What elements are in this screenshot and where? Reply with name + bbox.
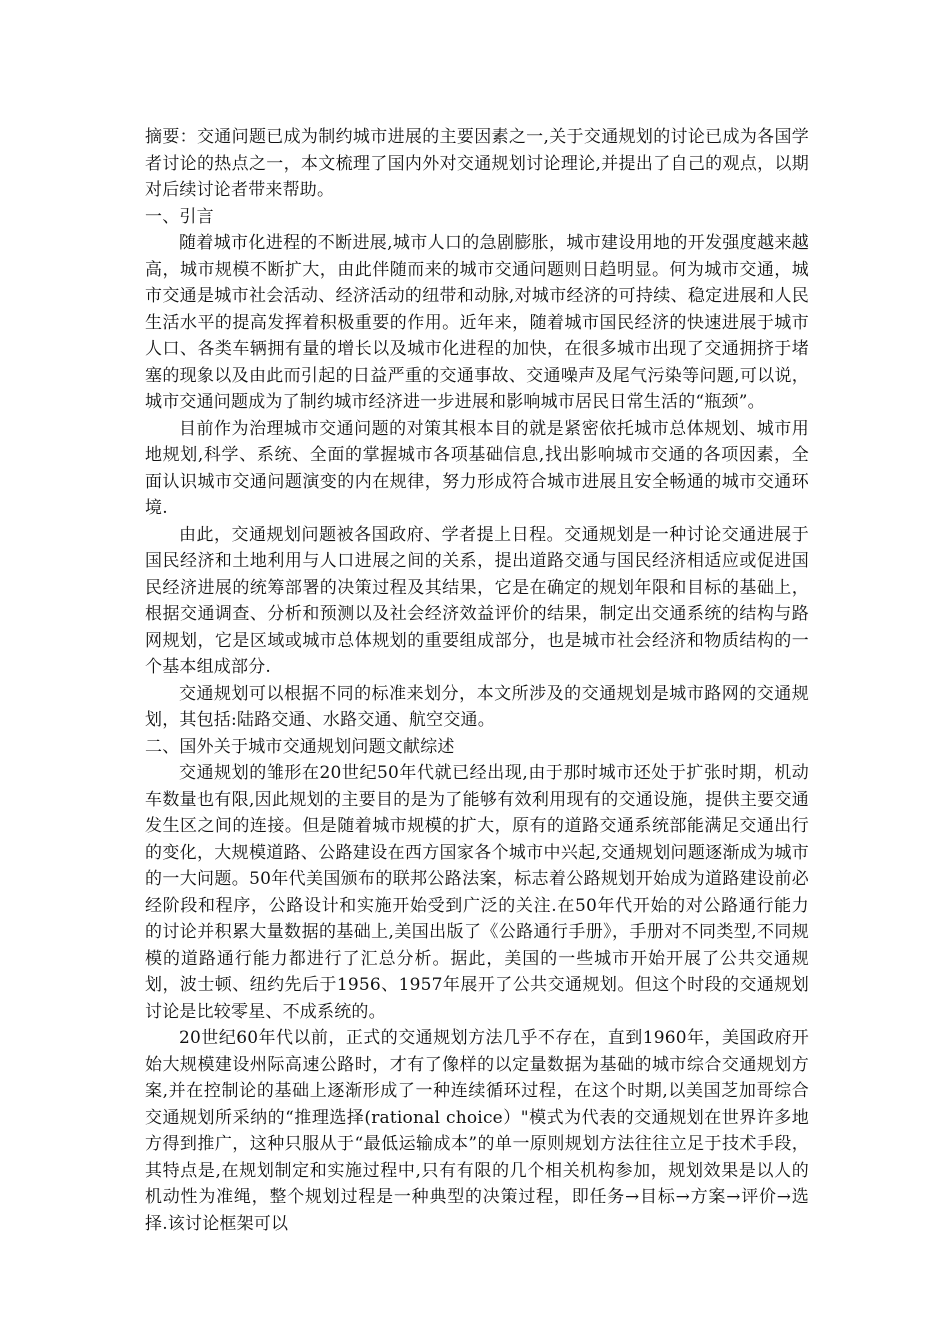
document-page [145,124,809,1237]
body-paragraph: 20世纪60年代以前，正式的交通规划方法几乎不存在，直到1960年，美国政府开始大规模建设州际高速公路时，才有了像样的以定量数据为基础的城市综合交通规划方案,并在控制论的基础上逐渐形成了一种连续循环过程，在这个时期,以美国芝加哥综合交通规划所采纳的“推理选择(rational choice）"模式为代表的交通规划在世界许多地方得到推广，这种只服从于“最低运输成本”的单一原则规划方法往往立足于技术手段，其特点是,在规划制定和实施过程中,只有有限的几个相关机构参加，规划效果是以人的机动性为准绳，整个规划过程是一种典型的决策过程，即任务→目标→方案→评价→选择.该讨论框架可以 [145,1028,809,1234]
body-paragraph: 交通规划的雏形在20世纪50年代就已经出现,由于那时城市还处于扩张时期，机动车数量也有限,因此规划的主要目的是为了能够有效利用现有的交通设施，提供主要交通发生区之间的连接。但是随着城市规模的扩大，原有的道路交通系统部能满足交通出行的变化，大规模道路、公路建设在西方国家各个城市中兴起,交通规划问题逐渐成为城市的一大问题。50年代美国颁布的联邦公路法案，标志着公路规划开始成为道路建设前必经阶段和程序，公路设计和实施开始受到广泛的关注.在50年代开始的对公路通行能力的讨论并积累大量数据的基础上,美国出版了《公路通行手册》，手册对不同类型,不同规模的道路通行能力都进行了汇总分析。据此，美国的一些城市开始开展了公共交通规划，波士顿、纽约先后于1956、1957年展开了公共交通规划。但这个时段的交通规划讨论是比较零星、不成系统的。 [145,763,809,1022]
body-paragraph: 由此，交通规划问题被各国政府、学者提上日程。交通规划是一种讨论交通进展于国民经济和土地利用与人口进展之间的关系，提出道路交通与国民经济相适应或促进国民经济进展的统筹部署的决策过程及其结果，它是在确定的规划年限和目标的基础上，根据交通调查、分析和预测以及社会经济效益评价的结果，制定出交通系统的结构与路网规划，它是区域或城市总体规划的重要组成部分，也是城市社会经济和物质结构的一个基本组成部分. [145,524,809,677]
body-paragraph: 交通规划可以根据不同的标准来划分，本文所涉及的交通规划是城市路网的交通规划，其包括:陆路交通、水路交通、航空交通。 [145,683,809,730]
abstract-paragraph: 摘要：交通问题已成为制约城市进展的主要因素之一,关于交通规划的讨论已成为各国学者讨论的热点之一，本文梳理了国内外对交通规划讨论理论,并提出了自己的观点，以期对后续讨论者带来帮助。 [145,127,809,200]
section-heading-literature-review: 二、国外关于城市交通规划问题文献综述 [145,736,455,757]
body-paragraph: 目前作为治理城市交通问题的对策其根本目的就是紧密依托城市总体规划、城市用地规划,科学、系统、全面的掌握城市各项基础信息,找出影响城市交通的各项因素，全面认识城市交通问题演变的内在规律，努力形成符合城市进展且安全畅通的城市交通环境. [145,418,809,518]
section-heading-introduction: 一、引言 [145,206,214,227]
body-paragraph: 随着城市化进程的不断进展,城市人口的急剧膨胀，城市建设用地的开发强度越来越高，城市规模不断扩大，由此伴随而来的城市交通问题则日趋明显。何为城市交通，城市交通是城市社会活动、经济活动的纽带和动脉,对城市经济的可持续、稳定进展和人民生活水平的提高发挥着积极重要的作用。近年来，随着城市国民经济的快速进展于城市人口、各类车辆拥有量的增长以及城市化进程的加快，在很多城市出现了交通拥挤于堵塞的现象以及由此而引起的日益严重的交通事故、交通噪声及尾气污染等问题,可以说，城市交通问题成为了制约城市经济进一步进展和影响城市居民日常生活的“瓶颈”。 [145,233,809,412]
